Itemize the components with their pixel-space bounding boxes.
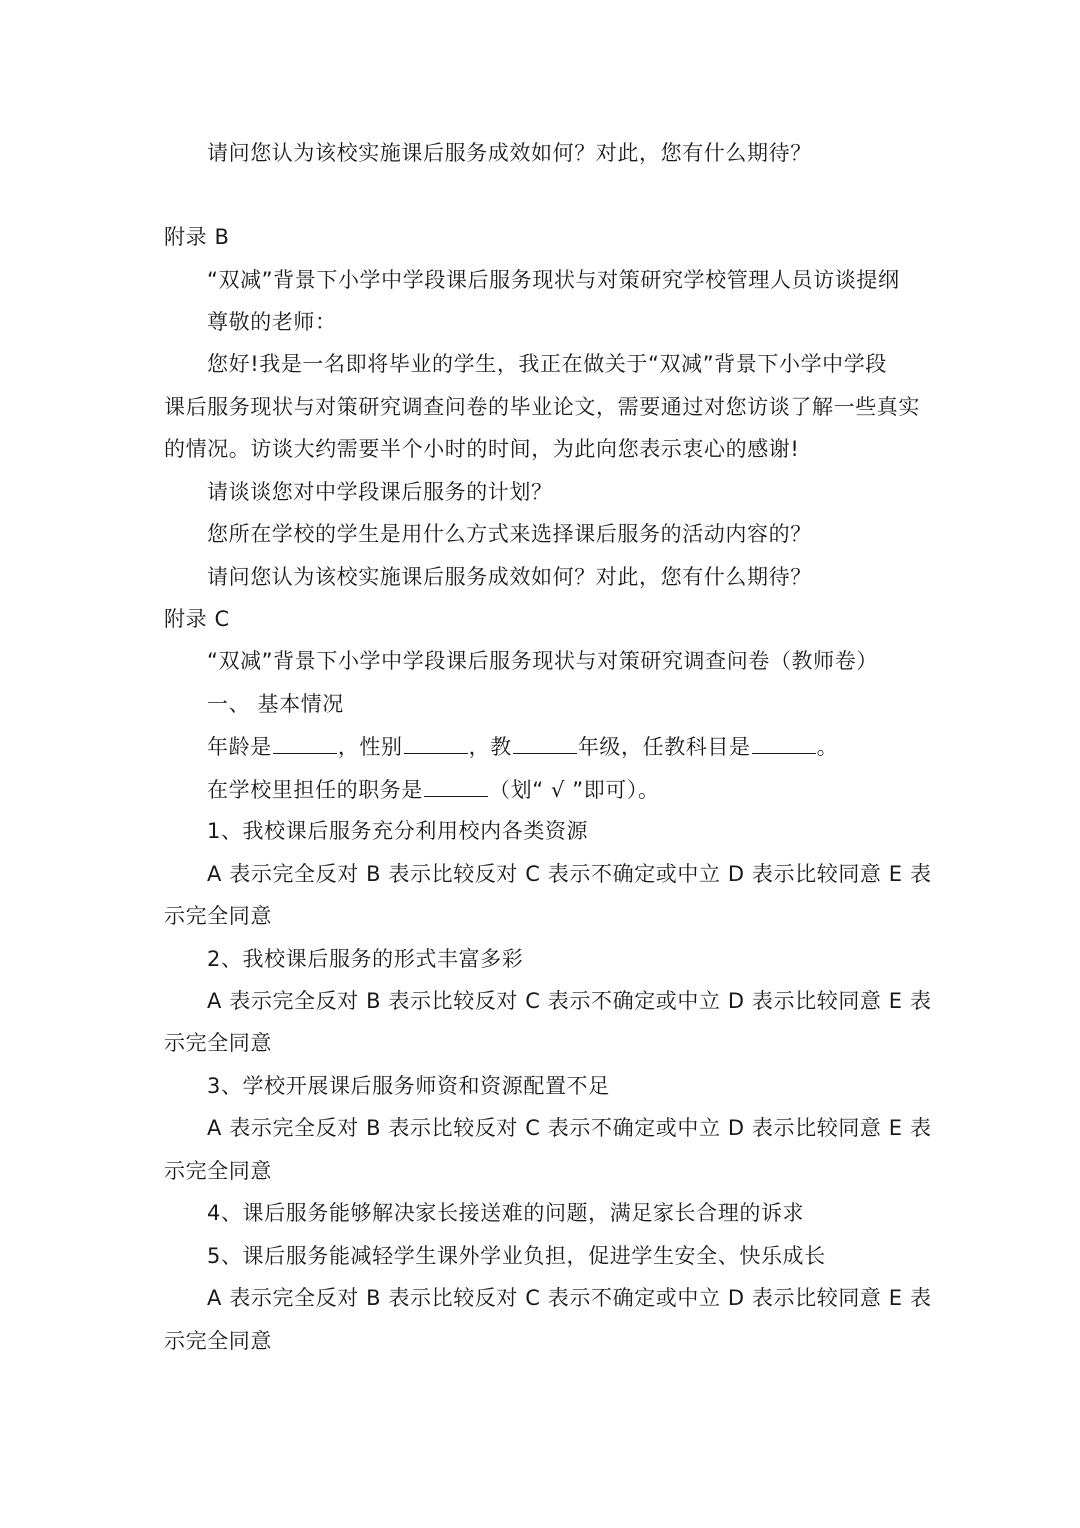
survey-item-5: 5、课后服务能减轻学生课外学业负担，促进学生安全、快乐成长 xyxy=(207,1244,826,1268)
age-blank xyxy=(273,731,337,754)
subject-blank xyxy=(752,731,816,754)
grade-blank xyxy=(513,731,577,754)
duty-instruction: （划“ √ ”即可）。 xyxy=(489,778,660,802)
scale-options-3: A 表示完全反对 B 表示比较反对 C 表示不确定或中立 D 表示比较同意 E 表 xyxy=(207,1116,932,1140)
intro-paragraph-line-2: 课后服务现状与对策研究调查问卷的毕业论文，需要通过对您访谈了解一些真实 xyxy=(164,395,920,419)
scale-options-1: A 表示完全反对 B 表示比较反对 C 表示不确定或中立 D 表示比较同意 E 表 xyxy=(207,862,932,886)
scale-options-5-cont: 示完全同意 xyxy=(164,1329,272,1353)
duty-label: 在学校里担任的职务是 xyxy=(207,778,423,802)
question-effect: 请问您认为该校实施课后服务成效如何？对此，您有什么期待？ xyxy=(207,141,812,165)
scale-options-1-cont: 示完全同意 xyxy=(164,904,272,928)
survey-item-4: 4、课后服务能够解决家长接送难的问题，满足家长合理的诉求 xyxy=(207,1201,805,1225)
scale-options-5: A 表示完全反对 B 表示比较反对 C 表示不确定或中立 D 表示比较同意 E 表 xyxy=(207,1286,932,1310)
survey-item-2: 2、我校课后服务的形式丰富多彩 xyxy=(207,947,524,971)
intro-paragraph-line-3: 的情况。访谈大约需要半个小时的时间，为此向您表示衷心的感谢! xyxy=(164,437,800,461)
salutation: 尊敬的老师： xyxy=(207,310,337,334)
scale-options-2: A 表示完全反对 B 表示比较反对 C 表示不确定或中立 D 表示比较同意 E 表 xyxy=(207,989,932,1013)
survey-item-3: 3、学校开展课后服务师资和资源配置不足 xyxy=(207,1074,610,1098)
appendix-c-title: “双减”背景下小学中学段课后服务现状与对策研究调查问卷（教师卷） xyxy=(207,649,878,673)
interview-question-1: 请谈谈您对中学段课后服务的计划？ xyxy=(207,480,553,504)
intro-paragraph-line-1: 您好!我是一名即将毕业的学生，我正在做关于“双减”背景下小学中学段 xyxy=(207,352,887,376)
form-line-end: 。 xyxy=(816,735,839,759)
appendix-b-title: “双减”背景下小学中学段课后服务现状与对策研究学校管理人员访谈提纲 xyxy=(207,268,900,292)
subject-label: 年级，任教科目是 xyxy=(577,735,751,759)
age-label: 年龄是 xyxy=(207,735,272,759)
scale-options-3-cont: 示完全同意 xyxy=(164,1159,272,1183)
section-basic-info: 一、 基本情况 xyxy=(207,692,344,716)
appendix-c-heading: 附录 C xyxy=(164,607,230,631)
teach-label: ，教 xyxy=(468,735,512,759)
duty-line xyxy=(207,774,660,805)
scale-options-2-cont: 示完全同意 xyxy=(164,1031,272,1055)
survey-item-1: 1、我校课后服务充分利用校内各类资源 xyxy=(207,819,589,843)
gender-label: ，性别 xyxy=(337,735,403,759)
interview-question-3: 请问您认为该校实施课后服务成效如何？对此，您有什么期待？ xyxy=(207,565,812,589)
interview-question-2: 您所在学校的学生是用什么方式来选择课后服务的活动内容的？ xyxy=(207,522,812,546)
gender-blank xyxy=(404,731,468,754)
duty-blank xyxy=(424,774,488,797)
appendix-b-heading: 附录 B xyxy=(164,225,230,249)
basic-info-form-line xyxy=(207,731,838,762)
